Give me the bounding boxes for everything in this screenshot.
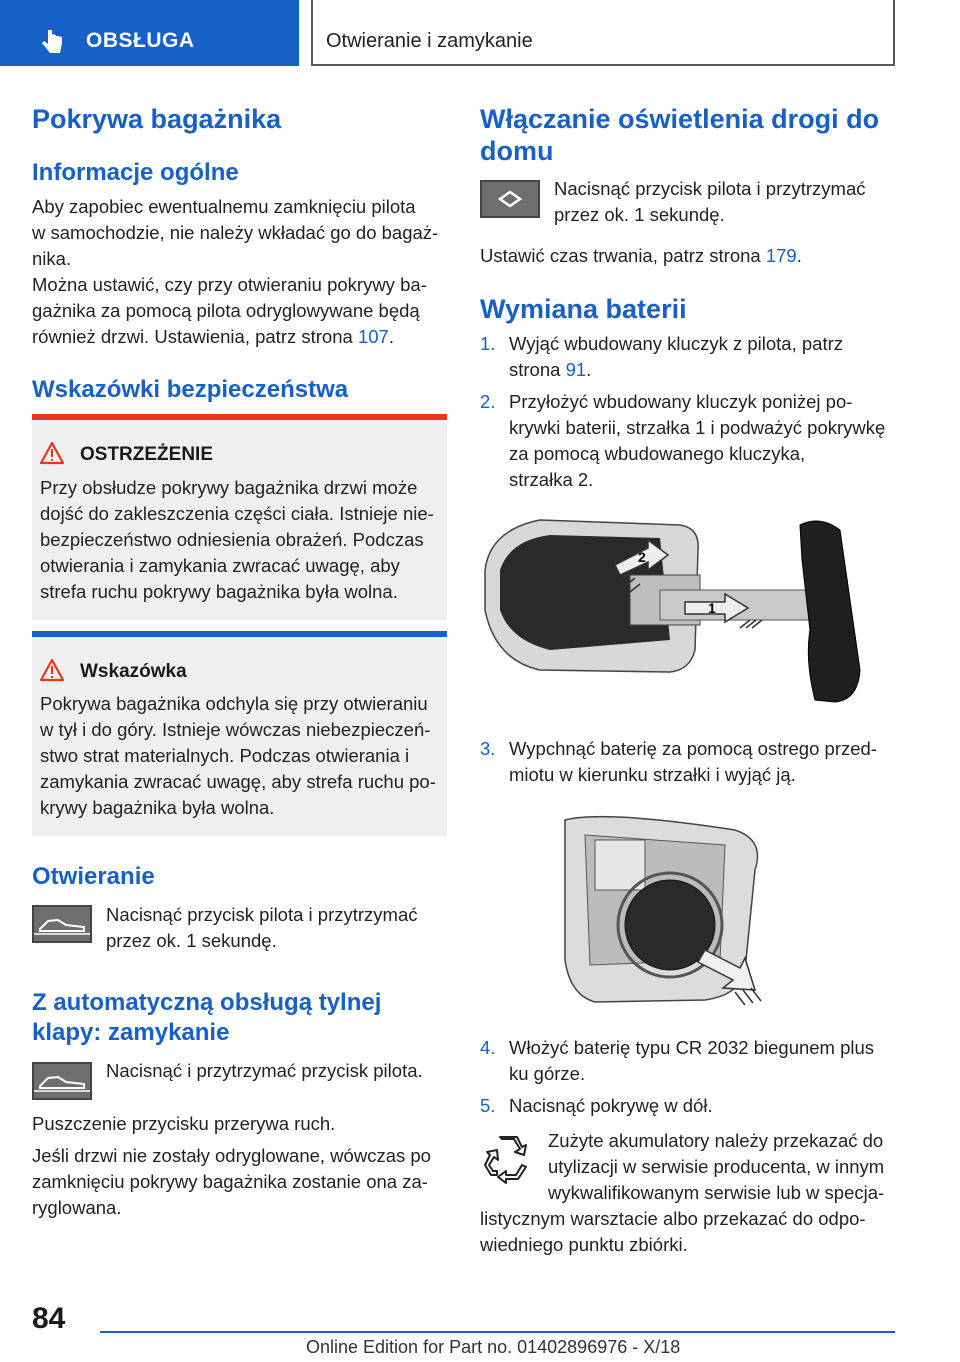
page-link-91[interactable]: 91	[565, 359, 587, 380]
auto-text: Nacisnąć i przytrzymać przycisk pilota.	[106, 1060, 423, 1081]
step-5-number: 5.	[480, 1095, 496, 1116]
heading-general-info: Informacje ogólne	[32, 159, 239, 186]
step-2-text: Przyłożyć wbudowany kluczyk poniżej po- krywki baterii, strzałka 1 i podważyć pokrywkę za pomocą wbudowanego kluczyka, strzałka 2.	[509, 391, 886, 490]
recycle-text: Zużyte akumulatory należy przekazać do utylizacji w serwisie producenta, w innym wykwalifikowanym serwisie lub w specja-	[548, 1130, 885, 1203]
recycle-icon	[482, 1133, 534, 1185]
section-title: Otwieranie i zamykanie	[326, 30, 533, 52]
footer-edition: Online Edition for Part no. 01402896976 - X/18	[306, 1337, 681, 1357]
warning-text: Przy obsłudze pokrywy bagażnika drzwi może dojść do zakleszczenia części ciała. Istnieje nie- bezpieczeństwo odniesienia obrażeń. Podczas otwierania i zamykania zwracać uwagę, aby strefa ruchu pokrywy bagażnika była wolna.	[40, 477, 434, 602]
trunk-close-button-icon	[32, 1062, 92, 1100]
heading-opening: Otwieranie	[32, 863, 155, 890]
trunk-button-icon	[32, 905, 92, 943]
step-1-number: 1.	[480, 333, 496, 354]
recycle-text-cont: listycznym warsztacie albo przekazać do odpo- wiedniego punktu zbiórki.	[480, 1208, 866, 1255]
info-paragraph-1: Aby zapobiec ewentualnemu zamknięciu pilota w samochodzie, nie należy wkładać go do bagaż- nika.	[32, 196, 439, 269]
step-5-text: Nacisnąć pokrywę w dół.	[509, 1095, 713, 1116]
heading-trunk-lid: Pokrywa bagażnika	[32, 104, 282, 134]
battery-figure	[555, 810, 785, 1010]
step-4-text: Włożyć baterię typu CR 2032 biegunem plus ku górze.	[509, 1037, 875, 1084]
note-text: Pokrywa bagażnika odchyla się przy otwieraniu w tył i do góry. Istnieje wówczas niebezpieczeń- stwo strat materialnych. Podczas otwierania i zamykania zwracać uwagę, aby strefa ruchu po- krywy bagażnika była wolna.	[40, 693, 436, 818]
step-2-number: 2.	[480, 391, 496, 412]
warning-bar	[32, 414, 447, 420]
footer-rule	[100, 1331, 895, 1333]
heading-home-lights: Włączanie oświetlenia drogi do domu	[480, 104, 880, 166]
figure-arrow-label-2: 2	[638, 549, 646, 565]
note-bar	[32, 631, 447, 637]
key-removal-figure	[480, 510, 890, 710]
step-3-text: Wypchnąć baterię za pomocą ostrego przed- miotu w kierunku strzałki i wyjąć ją.	[509, 738, 877, 785]
heading-battery: Wymiana baterii	[480, 294, 687, 324]
auto-paragraph-2: Jeśli drzwi nie zostały odryglowane, wówczas po zamknięciu pokrywy bagażnika zostanie ona za- ryglowana.	[32, 1145, 431, 1218]
warning-title: OSTRZEŻENIE	[80, 444, 214, 465]
light-text: Nacisnąć przycisk pilota i przytrzymać przez ok. 1 sekundę.	[554, 178, 866, 225]
light-duration-text: Ustawić czas trwania, patrz strona 179.	[480, 245, 802, 266]
light-button-icon	[480, 180, 540, 218]
page-link-107[interactable]: 107	[357, 326, 389, 347]
info-triangle-icon	[39, 658, 65, 682]
heading-safety: Wskazówki bezpieczeństwa	[32, 376, 349, 403]
info-paragraph-2: Można ustawić, czy przy otwieraniu pokrywy ba- gażnika za pomocą pilota odryglowywane będą również drzwi. Ustawienia, patrz strona 107.	[32, 274, 427, 347]
warning-triangle-icon	[39, 441, 65, 465]
step-4-number: 4.	[480, 1037, 496, 1058]
figure-arrow-label-1: 1	[708, 600, 716, 616]
step-1-text: Wyjąć wbudowany kluczyk z pilota, patrz strona 91.	[509, 333, 843, 380]
page-link-179[interactable]: 179	[765, 245, 797, 266]
page-number: 84	[32, 1302, 66, 1335]
step-3-number: 3.	[480, 738, 496, 759]
hand-pointer-icon	[36, 26, 68, 58]
auto-paragraph-1: Puszczenie przycisku przerywa ruch.	[32, 1113, 336, 1134]
chapter-label: OBSŁUGA	[86, 29, 195, 52]
opening-text: Nacisnąć przycisk pilota i przytrzymać przez ok. 1 sekundę.	[106, 904, 418, 951]
note-title: Wskazówka	[80, 661, 187, 682]
heading-auto-tailgate: Z automatyczną obsługą tylnej klapy: zamykanie	[32, 989, 382, 1046]
